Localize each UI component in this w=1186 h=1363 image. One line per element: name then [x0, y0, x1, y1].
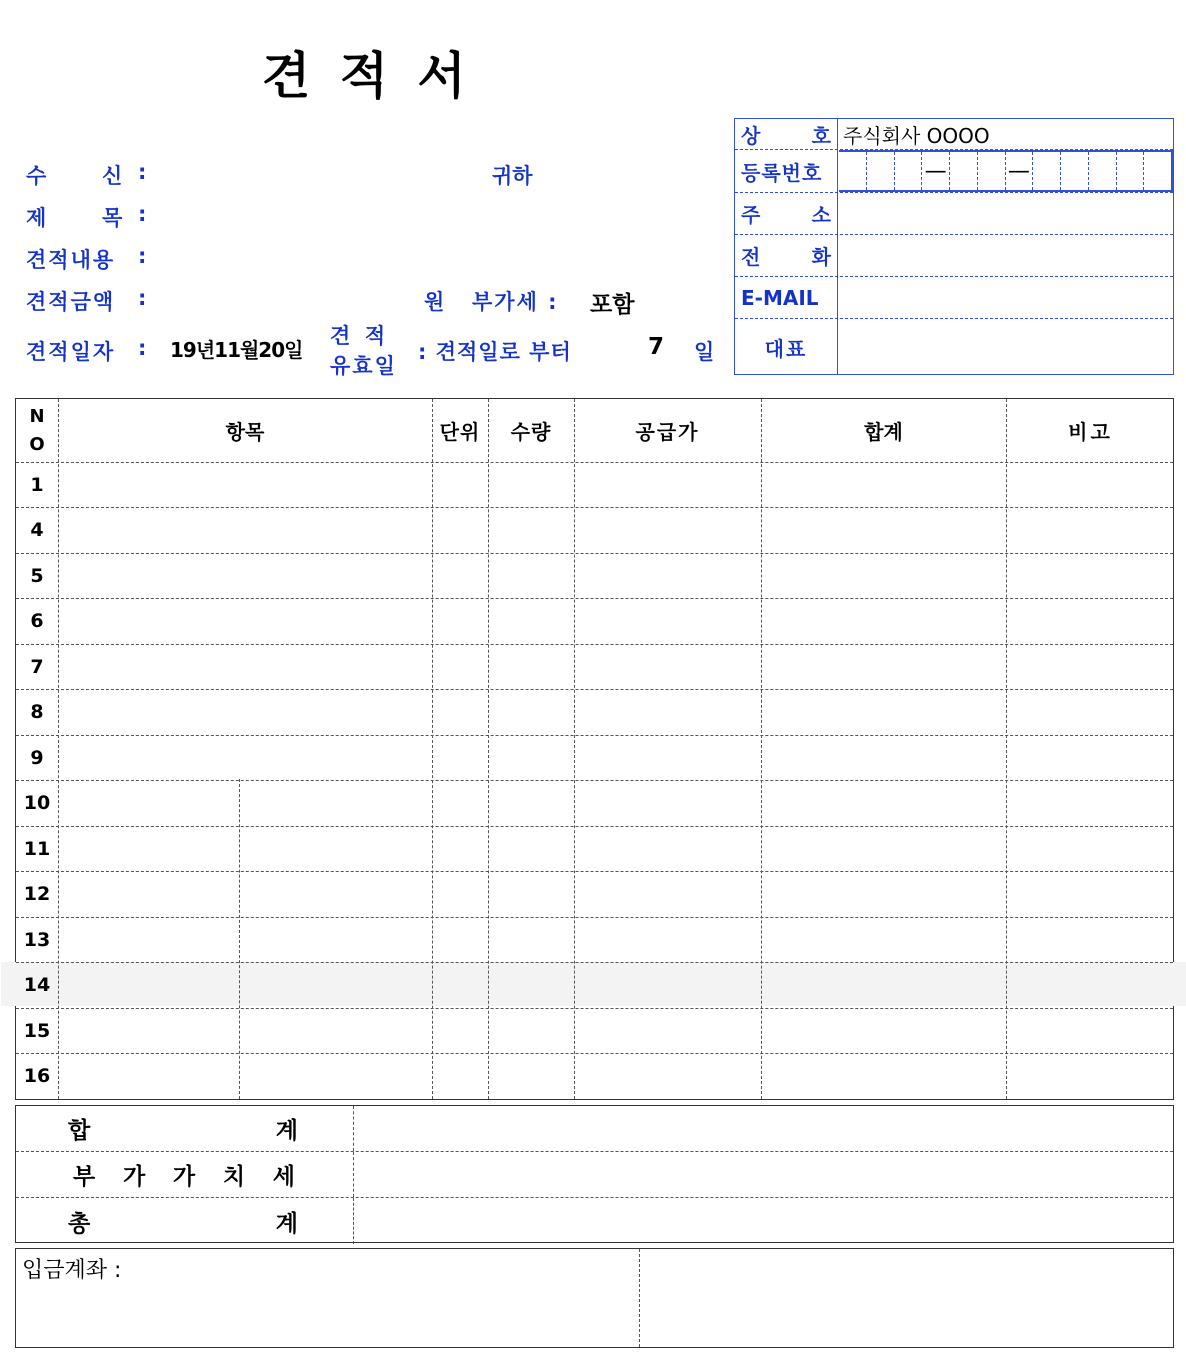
bank-account-box [15, 1248, 1174, 1348]
row-divider [16, 917, 1173, 918]
total-vat-label [16, 1152, 354, 1197]
row-divider [16, 689, 1173, 690]
row-divider [16, 644, 1173, 645]
total-vat-letter: 치 [222, 1164, 246, 1190]
total-sum-label-a: 합 [68, 1118, 91, 1144]
date-value: 19년11월20일 [170, 338, 303, 362]
col-divider [58, 399, 59, 1099]
header-supply-price: 공급가 [635, 420, 700, 444]
header-item: 항목 [225, 420, 265, 444]
row-number: 9 [30, 746, 44, 769]
phone-label-b: 화 [811, 245, 831, 269]
row-number: 12 [23, 883, 51, 905]
total-grand-label-a: 총 [68, 1210, 91, 1237]
validity-label-line1: 견 적 [330, 324, 386, 348]
header-no [16, 399, 58, 462]
row-number: 1 [30, 473, 44, 496]
date-label: 견적일자 [26, 340, 116, 364]
col-divider [432, 399, 433, 1099]
col-divider-split [239, 779, 240, 1099]
total-vat-row [16, 1152, 1173, 1198]
total-grand-label-b: 계 [275, 1210, 298, 1237]
company-label-a: 상 [741, 123, 761, 148]
total-sum-row [16, 1106, 1173, 1152]
row-divider [16, 598, 1173, 599]
supplier-info-box [734, 118, 1174, 375]
row-number: 15 [23, 1019, 51, 1042]
row-divider [16, 871, 1173, 872]
row-number: 10 [23, 792, 51, 814]
reg-cell[interactable] [1089, 152, 1117, 190]
address-label [735, 193, 838, 234]
supplier-ceo-row [735, 319, 1173, 375]
row-divider [16, 553, 1173, 554]
header-total: 합계 [864, 420, 903, 444]
row-number: 14 [23, 974, 51, 996]
row-divider [16, 1008, 1173, 1009]
header-unit: 단위 [439, 420, 481, 444]
row-divider [16, 780, 1173, 781]
recipient-label-a: 수 [26, 164, 47, 188]
header-note: 비고 [1068, 420, 1113, 444]
total-vat-letter: 가 [122, 1164, 146, 1190]
validity-text: : 견적일로 부터 [418, 340, 572, 364]
row-divider [16, 1053, 1173, 1054]
header-no-line1: N [29, 405, 45, 427]
amount-unit: 원 [424, 290, 445, 314]
recipient-colon: : [138, 160, 147, 184]
validity-days: 7 [648, 334, 665, 360]
total-sum-label [16, 1106, 354, 1151]
subject-colon: : [138, 202, 147, 226]
total-grand-label [16, 1198, 354, 1244]
row-number: 8 [30, 701, 44, 723]
ceo-value[interactable] [839, 319, 1173, 375]
row-number: 6 [30, 610, 44, 632]
supplier-reg-row [735, 150, 1173, 193]
document-title: 견 적 서 [262, 47, 472, 105]
address-value[interactable] [839, 193, 1173, 234]
supplier-phone-row [735, 235, 1173, 277]
col-divider [574, 399, 575, 1099]
header-qty: 수량 [510, 420, 552, 444]
row-number: 5 [30, 564, 44, 587]
supplier-address-row [735, 193, 1173, 235]
recipient-honorific: 귀하 [492, 164, 533, 188]
reg-cell[interactable] [1061, 152, 1089, 190]
row-number: 11 [23, 837, 51, 860]
company-label [735, 119, 838, 149]
reg-cell[interactable] [839, 152, 867, 190]
reg-number-cells [839, 150, 1173, 192]
subject-label-a: 제 [26, 206, 47, 230]
validity-label-line2: 유효일 [330, 354, 397, 378]
reg-cell[interactable] [867, 152, 895, 190]
date-row [26, 318, 726, 378]
items-table [15, 398, 1174, 1100]
total-vat-letter: 부 [73, 1164, 96, 1190]
reg-cell-dash: — [922, 152, 950, 190]
totals-table [15, 1105, 1174, 1243]
total-grand-row [16, 1198, 1173, 1244]
email-value[interactable] [839, 277, 1173, 318]
reg-cell[interactable] [895, 152, 923, 190]
col-divider [488, 399, 489, 1099]
phone-label-a: 전 [741, 245, 761, 269]
reg-cell[interactable] [1033, 152, 1061, 190]
row-divider [16, 962, 1173, 963]
vat-value: 포함 [590, 292, 635, 318]
col-divider [1006, 399, 1007, 1099]
total-sum-label-b: 계 [275, 1118, 298, 1144]
supplier-email-row [735, 277, 1173, 319]
phone-label [735, 235, 838, 276]
email-label: E-MAIL [735, 277, 838, 318]
vat-label: 부가세 : [472, 290, 559, 314]
amount-colon: : [138, 286, 147, 310]
reg-label: 등록번호 [735, 150, 838, 192]
col-divider [761, 399, 762, 1099]
date-colon: : [138, 336, 147, 360]
total-vat-letter: 가 [172, 1164, 196, 1190]
row-number: 16 [23, 1065, 51, 1087]
row-divider [16, 462, 1173, 463]
reg-cell-dash: — [1006, 152, 1034, 190]
recipient-label-b: 신 [102, 164, 123, 188]
company-label-b: 호 [811, 123, 831, 148]
amount-label: 견적금액 [26, 290, 116, 314]
row-number: 7 [30, 655, 44, 678]
address-label-b: 소 [811, 203, 831, 227]
row-number: 4 [30, 519, 44, 541]
content-label: 견적내용 [26, 248, 116, 272]
bank-account-label: 입금계좌 : [16, 1249, 640, 1347]
ceo-label: 대표 [735, 319, 838, 375]
validity-day-unit: 일 [694, 340, 715, 364]
total-vat-letter: 세 [272, 1164, 295, 1190]
phone-value[interactable] [839, 235, 1173, 276]
subject-label-b: 목 [102, 206, 123, 230]
reg-cell[interactable] [1144, 152, 1171, 190]
address-label-a: 주 [741, 203, 761, 227]
row-number: 13 [23, 928, 51, 951]
reg-cell[interactable] [950, 152, 978, 190]
row-divider [16, 735, 1173, 736]
supplier-company-row [735, 119, 1173, 150]
reg-cell[interactable] [978, 152, 1006, 190]
row-divider [16, 507, 1173, 508]
header-no-line2: O [29, 433, 45, 455]
content-colon: : [138, 244, 147, 268]
row-highlight [1, 962, 1186, 1006]
company-value[interactable]: 주식회사 OOOO [843, 123, 990, 148]
row-divider [16, 826, 1173, 827]
reg-cell[interactable] [1117, 152, 1145, 190]
